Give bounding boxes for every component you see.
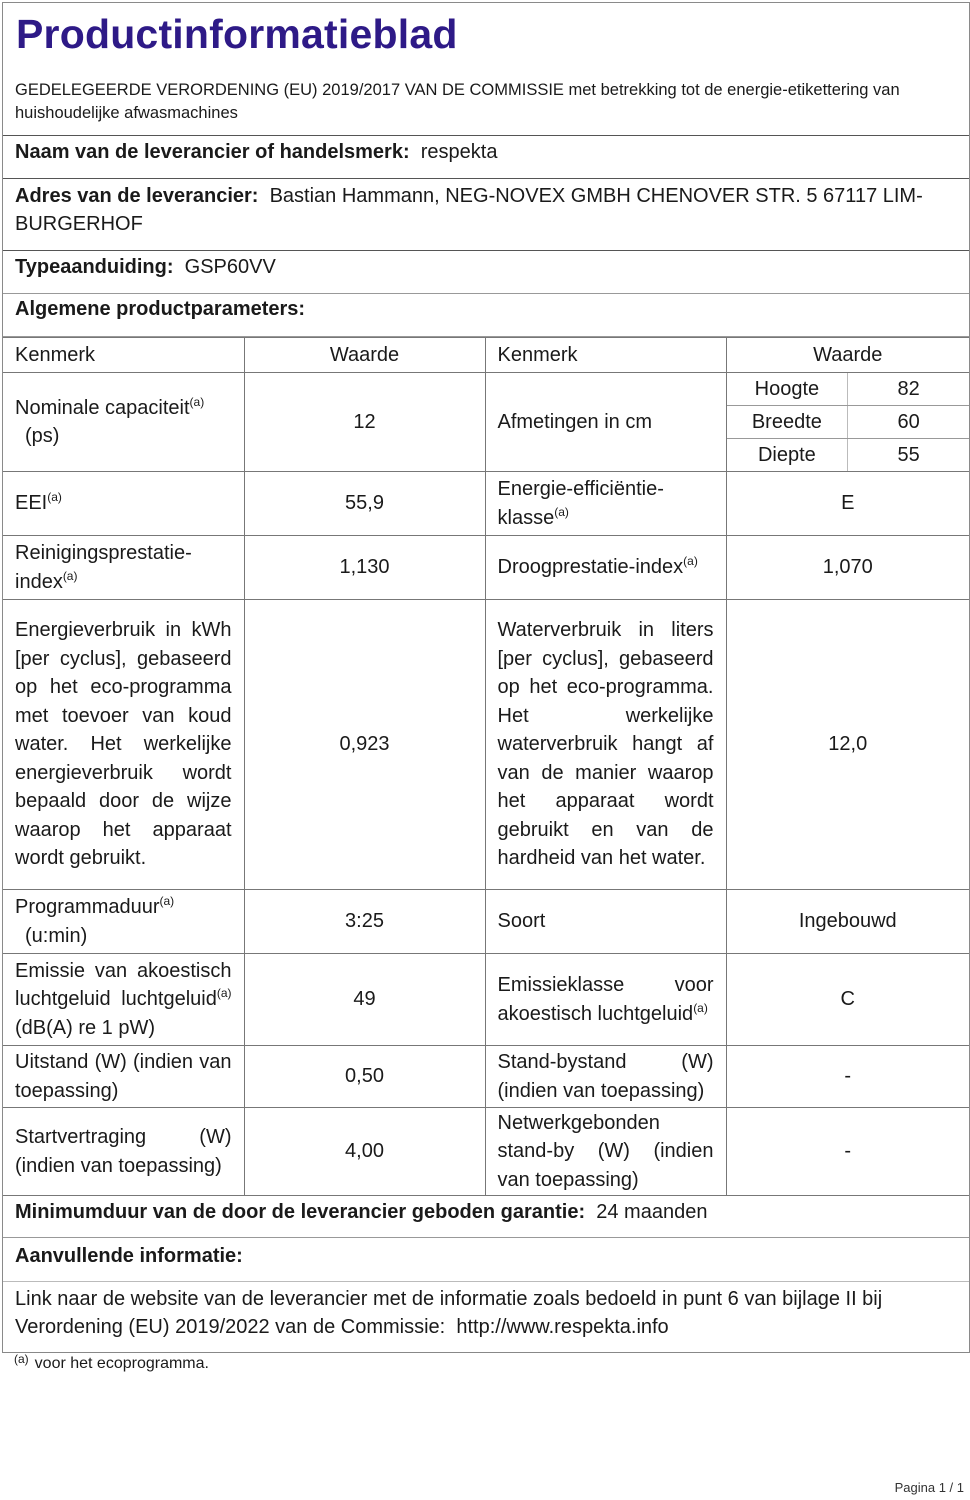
model-type-label: Typeaanduiding: [15, 256, 174, 278]
unit-text: (u:min) [25, 924, 88, 947]
dimensions-table [727, 373, 970, 471]
table-row [3, 373, 969, 472]
footnote-marker: (a) [14, 1352, 29, 1366]
water-consumption-value: 12,0 [726, 600, 969, 890]
off-mode-label: Uitstand (W) (indien van toepassing) [3, 1046, 244, 1108]
label-text: Emissieklasse voor akoestisch luchtgeluid [497, 974, 714, 1025]
delay-start-label: Startvertraging (W) (indien van toepassing) [3, 1108, 244, 1196]
cleaning-index-value: 1,130 [244, 536, 485, 600]
page-title: Productinformatieblad [16, 11, 458, 57]
type-label: Soort [485, 890, 726, 954]
delay-start-value: 4,00 [244, 1108, 485, 1196]
dimension-row [727, 373, 970, 406]
label-text: Emissie van akoestisch luchtgeluid [15, 959, 232, 1011]
standby-value: - [726, 1046, 969, 1108]
dimension-row [727, 439, 970, 472]
table-row [3, 1108, 969, 1196]
footnote-marker: (a) [159, 894, 175, 908]
dimension-value: 55 [897, 444, 920, 466]
dimension-value: 82 [848, 373, 969, 406]
header-kenmerk: Kenmerk [485, 338, 726, 373]
dimensions-cell [726, 373, 969, 472]
eei-value: 55,9 [244, 472, 485, 536]
drying-index-value: 1,070 [726, 536, 969, 600]
footnote-marker: (a) [693, 1000, 708, 1015]
dimension-row [727, 406, 970, 439]
label-text: EEI [15, 492, 48, 515]
warranty-value: 24 maanden [596, 1201, 708, 1223]
footnote-marker: (a) [189, 394, 205, 409]
cleaning-index-label [3, 536, 244, 600]
label-text: Programmaduur [15, 896, 160, 918]
capacity-label [3, 373, 244, 472]
product-information-sheet [2, 2, 970, 1353]
table-row [3, 600, 969, 890]
footnote-marker: (a) [216, 986, 232, 1001]
table-row [3, 954, 969, 1046]
footnote-marker: (a) [47, 490, 62, 505]
program-duration-label [3, 890, 244, 954]
dimensions-label: Afmetingen in cm [485, 373, 726, 472]
dimension-name: Breedte [727, 406, 848, 439]
network-standby-label: Netwerkgebonden stand-by (W) (indien van toepassing) [485, 1108, 726, 1196]
dimension-name: Diepte [727, 439, 848, 472]
additional-info-heading [3, 1238, 969, 1282]
model-type-row [3, 251, 969, 294]
energy-class-label [485, 472, 726, 536]
supplier-name-label: Naam van de leverancier of handelsmerk: [15, 141, 410, 163]
table-row [3, 472, 969, 536]
label-text: Reinigingsprestatie-index [15, 542, 192, 593]
model-type-value: GSP60VV [184, 256, 276, 278]
water-consumption-label: Waterverbruik in liters [per cyclus], gebaseerd op het eco-programma. Het werkelijke waterverbruik hangt af van de manier waarop het apparaat wordt gebruikt en van de hardheid van het water. [485, 600, 726, 890]
supplier-address-label: Adres van de leverancier: [15, 185, 259, 207]
warranty-label: Minimumduur van de door de leverancier geboden garantie: [15, 1201, 586, 1223]
general-params-heading [3, 294, 969, 337]
footnote-marker: (a) [554, 504, 569, 519]
footnote [14, 1352, 209, 1373]
regulation-text: GEDELEGEERDE VERORDENING (EU) 2019/2017 VAN DE COMMISSIE met betrekking tot de energie-etikettering van huishoudelijke afwasmachines [3, 67, 969, 136]
supplier-address-value: Bastian Hammann, NEG-NOVEX GMBH CHENOVER STR. 5 67117 LIM-BURGERHOF [15, 185, 923, 235]
table-row [3, 1046, 969, 1108]
warranty-row [3, 1196, 969, 1238]
energy-consumption-label: Energieverbruik in kWh [per cyclus], gebaseerd op het eco-programma met toevoer van koud water. Het werkelijke energieverbruik wordt bepaald door de wijze waarop het apparaat wordt gebruikt. [3, 600, 244, 890]
noise-class-label [485, 954, 726, 1046]
general-params-label: Algemene productparameters: [15, 298, 306, 320]
table-row [3, 536, 969, 600]
header-kenmerk: Kenmerk [3, 338, 244, 373]
footnote-marker: (a) [683, 554, 698, 569]
program-duration-value: 3:25 [244, 890, 485, 954]
supplier-name-value: respekta [420, 141, 498, 163]
standby-label: Stand-bystand (W) (indien van toepassing) [485, 1046, 726, 1108]
label-text: Nominale capaciteit [15, 396, 190, 419]
table-header-row [3, 338, 969, 373]
noise-class-value: C [726, 954, 969, 1046]
noise-emission-value: 49 [244, 954, 485, 1046]
header-waarde: Waarde [726, 338, 969, 373]
dimension-name: Hoogte [727, 373, 848, 406]
capacity-value: 12 [244, 373, 485, 472]
dimension-value: 60 [848, 406, 969, 439]
page-number: Pagina 1 / 1 [894, 1480, 964, 1495]
noise-emission-label: Emissie van akoestisch luchtgeluid luchtgeluid$^{(a)}$ (dB(A) re 1 pW) [3, 954, 244, 1046]
label-text: Energie-efficiëntie-klasse [497, 478, 664, 529]
additional-info-label: Aanvullende informatie: [15, 1245, 243, 1267]
energy-class-value: E [726, 472, 969, 536]
drying-index-label [485, 536, 726, 600]
energy-consumption-value: 0,923 [244, 600, 485, 890]
supplier-name-row [3, 136, 969, 179]
unit-text: (dB(A) re 1 pW) [15, 1016, 156, 1039]
type-value: Ingebouwd [726, 890, 969, 954]
footnote-marker: (a) [62, 568, 78, 583]
supplier-website-link[interactable]: http://www.respekta.info [456, 1316, 669, 1338]
footnote-text: voor het ecoprogramma. [34, 1355, 209, 1372]
off-mode-value: 0,50 [244, 1046, 485, 1108]
table-row [3, 890, 969, 954]
header-waarde: Waarde [244, 338, 485, 373]
unit-text: (ps) [25, 425, 60, 447]
network-standby-value: - [726, 1108, 969, 1196]
supplier-website-row [3, 1282, 969, 1353]
parameters-table [3, 337, 969, 1196]
label-text: Droogprestatie-index [497, 556, 684, 579]
eei-label [3, 472, 244, 536]
website-description: Link naar de website van de leverancier met de informatie zoals bedoeld in punt 6 van bijlage II bij Verordening (EU) 2019/2022 van de Commissie: [15, 1288, 883, 1338]
supplier-address-row [3, 179, 969, 251]
